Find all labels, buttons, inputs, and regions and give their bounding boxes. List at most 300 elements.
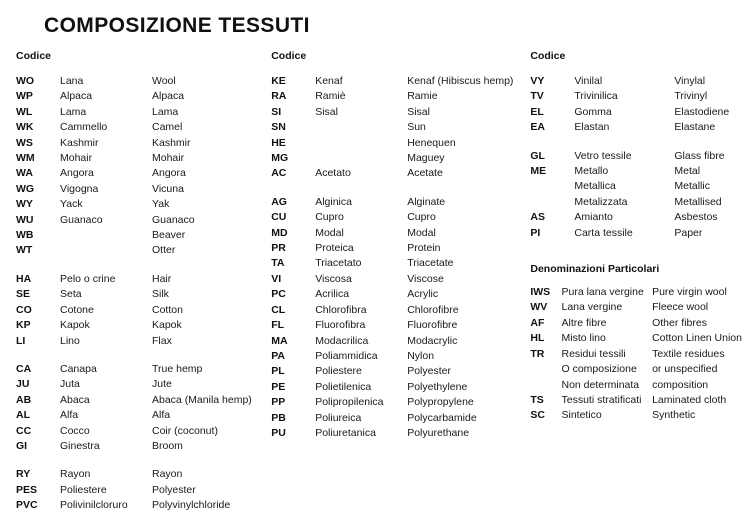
italian-cell: Guanaco: [60, 213, 103, 226]
code-cell: CA: [16, 362, 32, 375]
table-row: [271, 74, 526, 89]
table-row: [271, 364, 526, 379]
spacer-cell: [16, 349, 60, 362]
italian-cell: [60, 243, 152, 258]
english-cell: Guanaco: [152, 213, 195, 226]
code-cell: WU: [16, 213, 34, 226]
table-row: [530, 285, 742, 300]
table-row: [530, 74, 742, 89]
table-row: [16, 393, 267, 408]
table-row: [16, 498, 267, 513]
code-cell: HL: [530, 332, 545, 345]
english-cell: Pure virgin wool: [652, 286, 727, 299]
section-heading-codice-3: Codice: [530, 50, 566, 62]
code-cell: WA: [16, 167, 33, 180]
italian-cell: Fluorofibra: [315, 319, 366, 332]
table-row: [530, 105, 742, 120]
english-cell: Beaver: [152, 229, 186, 242]
english-cell: Cupro: [407, 211, 436, 224]
code-cell: MG: [271, 152, 289, 165]
italian-cell: Elastan: [574, 121, 610, 134]
english-cell: Kashmir: [152, 136, 191, 149]
english-cell: Modal: [407, 226, 436, 239]
italian-cell: Yack: [60, 198, 83, 211]
english-cell: Elastodiene: [674, 105, 730, 118]
code-cell: PVC: [16, 499, 38, 512]
table-row: [16, 182, 267, 197]
table-row: [530, 120, 742, 135]
english-cell: Abaca (Manila hemp): [152, 393, 252, 406]
table-row: [16, 408, 267, 423]
english-cell: composition: [652, 378, 709, 391]
spacer-cell: [60, 259, 152, 272]
english-cell: Glass fibre: [674, 149, 725, 162]
italian-cell: Chlorofibra: [315, 303, 367, 316]
english-cell: Jute: [152, 378, 172, 391]
italian-cell: Residui tessili: [561, 347, 626, 360]
english-cell: Textile residues: [652, 347, 725, 360]
code-cell: PES: [16, 483, 38, 496]
english-cell: Chlorofibre: [407, 303, 459, 316]
code-cell: WB: [16, 229, 34, 242]
code-cell: TV: [530, 90, 544, 103]
italian-cell: Non determinata: [561, 378, 640, 391]
code-cell: AC: [271, 167, 287, 180]
italian-cell: Carta tessile: [574, 226, 633, 239]
english-cell: Metallised: [674, 195, 722, 208]
english-cell: Modacrylic: [407, 334, 458, 347]
italian-cell: Abaca: [60, 393, 90, 406]
italian-cell: Cupro: [315, 211, 344, 224]
code-cell: [530, 378, 561, 393]
table-row: [271, 166, 526, 181]
italian-cell: Poliestere: [60, 483, 107, 496]
english-cell: Yak: [152, 198, 170, 211]
table-row: [530, 331, 742, 346]
italian-cell: [60, 228, 152, 243]
english-cell: True hemp: [152, 362, 203, 375]
special-names-table-body: [530, 285, 742, 424]
code-cell: [530, 195, 574, 210]
table-row: [271, 334, 526, 349]
table-row: [16, 151, 267, 166]
table-row: [271, 303, 526, 318]
table-row: [530, 226, 742, 241]
table-row: [271, 120, 526, 135]
italian-cell: Kashmir: [60, 136, 99, 149]
section-heading-denominazioni: Denominazioni Particolari: [530, 263, 660, 276]
italian-cell: Modacrilica: [315, 334, 369, 347]
code-cell: PI: [530, 226, 541, 239]
fibre-table-1-body: [16, 74, 267, 514]
english-cell: Mohair: [152, 152, 185, 165]
english-cell: Protein: [407, 242, 441, 255]
italian-cell: Poliammidica: [315, 349, 378, 362]
code-cell: JU: [16, 378, 30, 391]
code-cell: AS: [530, 211, 545, 224]
table-row: [16, 318, 267, 333]
code-cell: EL: [530, 105, 544, 118]
table-row: [16, 213, 267, 228]
italian-cell: [315, 120, 407, 135]
table-row: [16, 136, 267, 151]
row-spacer: [16, 259, 267, 272]
english-cell: Alfa: [152, 409, 171, 422]
italian-cell: Pelo o crine: [60, 272, 116, 285]
english-cell: Synthetic: [652, 409, 696, 422]
english-cell: Other fibres: [652, 316, 707, 329]
code-cell: CO: [16, 303, 32, 316]
english-cell: Ramie: [407, 90, 438, 103]
english-cell: Sisal: [407, 105, 430, 118]
code-cell: WO: [16, 75, 35, 87]
column-1: [8, 50, 267, 514]
english-cell: Otter: [152, 244, 176, 257]
italian-cell: Amianto: [574, 211, 613, 224]
english-cell: Polycarbamide: [407, 411, 477, 424]
table-row: [530, 408, 742, 423]
italian-cell: [315, 136, 407, 151]
code-cell: VY: [530, 75, 545, 87]
italian-cell: Juta: [60, 378, 80, 391]
italian-cell: Proteica: [315, 242, 354, 255]
table-row: [16, 228, 267, 243]
italian-cell: Polipropilenica: [315, 396, 384, 409]
italian-cell: Lino: [60, 334, 80, 347]
code-cell: PE: [271, 380, 286, 393]
table-row: [16, 74, 267, 89]
english-cell: Vinylal: [674, 75, 706, 87]
spacer-cell: [315, 182, 407, 195]
table-row: [271, 287, 526, 302]
table-row: [530, 210, 742, 225]
row-spacer: [16, 349, 267, 362]
english-cell: Sun: [407, 121, 426, 134]
english-cell: Flax: [152, 334, 172, 347]
code-cell: SI: [271, 105, 282, 118]
table-row: [271, 89, 526, 104]
code-cell: [530, 179, 574, 194]
table-row: [271, 241, 526, 256]
code-cell: PA: [271, 349, 286, 362]
italian-cell: Misto lino: [561, 332, 606, 345]
table-row: [271, 272, 526, 287]
code-cell: PP: [271, 396, 286, 409]
italian-cell: Viscosa: [315, 272, 352, 285]
code-cell: MA: [271, 334, 288, 347]
table-row: [530, 393, 742, 408]
english-cell: Metallic: [674, 180, 710, 193]
code-cell: AL: [16, 409, 30, 422]
code-cell: WM: [16, 152, 35, 165]
table-row: [271, 105, 526, 120]
table-row: [16, 105, 267, 120]
row-spacer: [271, 182, 526, 195]
code-cell: RY: [16, 468, 31, 481]
table-row: [530, 179, 742, 194]
english-cell: Acrylic: [407, 288, 439, 301]
code-cell: SN: [271, 121, 286, 134]
english-cell: Metal: [674, 165, 701, 178]
row-spacer: [16, 454, 267, 467]
spacer-cell: [16, 454, 60, 467]
italian-cell: Gomma: [574, 105, 612, 118]
english-cell: Asbestos: [674, 211, 718, 224]
code-cell: GI: [16, 439, 28, 452]
english-cell: Viscose: [407, 272, 444, 285]
table-row: [271, 318, 526, 333]
code-cell: RA: [271, 90, 287, 103]
code-cell: PC: [271, 288, 286, 301]
english-cell: Fluorofibre: [407, 319, 458, 332]
code-cell: KE: [271, 75, 286, 87]
italian-cell: [315, 151, 407, 166]
english-cell: Henequen: [407, 136, 456, 149]
italian-cell: Seta: [60, 288, 82, 301]
italian-cell: Altre fibre: [561, 316, 607, 329]
italian-cell: Ginestra: [60, 439, 100, 452]
english-cell: Rayon: [152, 468, 183, 481]
italian-cell: Angora: [60, 167, 94, 180]
italian-cell: Kenaf: [315, 75, 343, 87]
code-cell: WL: [16, 105, 33, 118]
code-cell: WT: [16, 244, 33, 257]
table-row: [16, 362, 267, 377]
italian-cell: Cammello: [60, 121, 108, 134]
table-row: [271, 256, 526, 271]
code-cell: AG: [271, 195, 287, 208]
english-cell: Hair: [152, 272, 172, 285]
italian-cell: Acetato: [315, 167, 351, 180]
code-cell: WY: [16, 198, 33, 211]
column-3: [526, 50, 742, 424]
code-cell: WV: [530, 301, 548, 314]
italian-cell: Polivinilcloruro: [60, 499, 128, 512]
english-cell: Broom: [152, 439, 183, 452]
table-row: [16, 483, 267, 498]
table-row: [530, 195, 742, 210]
italian-cell: Vigogna: [60, 182, 99, 195]
italian-cell: Modal: [315, 226, 344, 239]
code-cell: TA: [271, 257, 285, 270]
italian-cell: Vinilal: [574, 75, 603, 87]
code-cell: EA: [530, 121, 545, 134]
english-cell: Nylon: [407, 349, 435, 362]
table-row: [271, 426, 526, 441]
table-row: [530, 89, 742, 104]
spacer-cell: [674, 136, 742, 149]
spacer-cell: [271, 182, 315, 195]
code-cell: CU: [271, 211, 287, 224]
fibre-table-2-body: [271, 74, 526, 441]
italian-cell: Cotone: [60, 303, 94, 316]
english-cell: Fleece wool: [652, 301, 709, 314]
italian-cell: Kapok: [60, 319, 90, 332]
code-cell: FL: [271, 319, 285, 332]
code-cell: ME: [530, 165, 547, 178]
code-cell: GL: [530, 149, 545, 162]
table-row: [16, 334, 267, 349]
code-cell: LI: [16, 334, 26, 347]
code-cell: AF: [530, 316, 545, 329]
english-cell: Cotton: [152, 303, 183, 316]
table-row: [530, 164, 742, 179]
english-cell: Acetate: [407, 167, 443, 180]
italian-cell: Metallica: [574, 180, 616, 193]
italian-cell: Poliureica: [315, 411, 362, 424]
english-cell: Wool: [152, 75, 176, 87]
code-cell: HA: [16, 272, 32, 285]
row-spacer: [530, 136, 742, 149]
table-row: [271, 195, 526, 210]
code-cell: CC: [16, 424, 32, 437]
page-title: COMPOSIZIONE TESSUTI: [44, 14, 310, 37]
italian-cell: Poliestere: [315, 365, 362, 378]
italian-cell: Cocco: [60, 424, 90, 437]
italian-cell: Ramiè: [315, 90, 346, 103]
italian-cell: Lama: [60, 105, 87, 118]
italian-cell: Alginica: [315, 195, 352, 208]
code-cell: PB: [271, 411, 286, 424]
fibre-table-2: [271, 74, 526, 441]
code-cell: KP: [16, 319, 31, 332]
table-row: [530, 347, 742, 362]
english-cell: Maguey: [407, 152, 445, 165]
english-cell: Cotton Linen Union: [652, 332, 742, 345]
code-cell: [530, 362, 561, 377]
table-row: [530, 378, 742, 393]
spacer-cell: [407, 182, 526, 195]
italian-cell: O composizione: [561, 363, 637, 376]
table-row: [271, 411, 526, 426]
table-row: [16, 424, 267, 439]
table-row: [530, 149, 742, 164]
english-cell: Laminated cloth: [652, 393, 727, 406]
italian-cell: Mohair: [60, 152, 93, 165]
italian-cell: Poliuretanica: [315, 426, 376, 439]
code-cell: AB: [16, 393, 32, 406]
spacer-cell: [60, 349, 152, 362]
english-cell: Angora: [152, 167, 186, 180]
code-cell: WG: [16, 182, 35, 195]
table-row: [271, 395, 526, 410]
code-cell: CL: [271, 303, 286, 316]
section-heading-codice-2: Codice: [271, 50, 307, 62]
code-cell: SC: [530, 409, 545, 422]
code-cell: SE: [16, 288, 31, 301]
table-row: [530, 362, 742, 377]
code-cell: IWS: [530, 286, 551, 299]
english-cell: or unspecified: [652, 363, 718, 376]
code-cell: VI: [271, 272, 282, 285]
code-cell: WK: [16, 121, 34, 134]
table-row: [16, 243, 267, 258]
table-row: [16, 377, 267, 392]
italian-cell: Pura lana vergine: [561, 286, 644, 299]
italian-cell: Alpaca: [60, 90, 93, 103]
english-cell: Kapok: [152, 319, 182, 332]
italian-cell: Rayon: [60, 468, 91, 481]
italian-cell: Alfa: [60, 409, 79, 422]
spacer-cell: [152, 349, 267, 362]
spacer-cell: [152, 454, 267, 467]
italian-cell: Triacetato: [315, 257, 362, 270]
fibre-table-3-body: [530, 74, 742, 241]
code-cell: WS: [16, 136, 33, 149]
table-row: [271, 226, 526, 241]
spacer-cell: [574, 136, 674, 149]
spacer-cell: [152, 259, 267, 272]
italian-cell: Metallo: [574, 165, 609, 178]
code-cell: HE: [271, 136, 286, 149]
english-cell: Polyester: [407, 365, 451, 378]
italian-cell: Tessuti stratificati: [561, 393, 642, 406]
english-cell: Alginate: [407, 195, 446, 208]
italian-cell: Canapa: [60, 362, 97, 375]
english-cell: Lama: [152, 105, 179, 118]
spacer-cell: [16, 259, 60, 272]
table-row: [16, 467, 267, 482]
table-row: [530, 300, 742, 315]
italian-cell: Sisal: [315, 105, 338, 118]
code-cell: TR: [530, 347, 545, 360]
fibre-table-1: [16, 74, 267, 514]
table-row: [271, 210, 526, 225]
table-row: [16, 303, 267, 318]
english-cell: Polyethylene: [407, 380, 468, 393]
italian-cell: Polietilenica: [315, 380, 372, 393]
code-cell: PU: [271, 426, 286, 439]
english-cell: Triacetate: [407, 257, 454, 270]
english-cell: Coir (coconut): [152, 424, 218, 437]
italian-cell: Metalizzata: [574, 195, 628, 208]
english-cell: Elastane: [674, 121, 716, 134]
table-row: [16, 272, 267, 287]
english-cell: Polyester: [152, 483, 196, 496]
columns-container: [8, 50, 742, 514]
table-row: [271, 136, 526, 151]
english-cell: Paper: [674, 226, 703, 239]
english-cell: Polypropylene: [407, 396, 474, 409]
table-row: [271, 349, 526, 364]
table-row: [16, 439, 267, 454]
italian-cell: Vetro tessile: [574, 149, 632, 162]
code-cell: PL: [271, 365, 285, 378]
italian-cell: Sintetico: [561, 409, 602, 422]
fibre-table-3: [530, 74, 742, 241]
table-row: [530, 316, 742, 331]
section-heading-codice-1: Codice: [16, 50, 52, 62]
code-cell: PR: [271, 242, 286, 255]
english-cell: Trivinyl: [674, 90, 708, 103]
italian-cell: Trivinilica: [574, 90, 618, 103]
table-row: [16, 197, 267, 212]
table-row: [271, 151, 526, 166]
italian-cell: Lana vergine: [561, 301, 623, 314]
code-cell: WP: [16, 90, 33, 103]
italian-cell: Lana: [60, 75, 84, 87]
english-cell: Vicuna: [152, 182, 184, 195]
column-2: [267, 50, 526, 441]
english-cell: Silk: [152, 288, 169, 301]
english-cell: Polyurethane: [407, 426, 470, 439]
english-cell: Kenaf (Hibiscus hemp): [407, 75, 514, 87]
english-cell: Alpaca: [152, 90, 185, 103]
english-cell: Polyvinylchloride: [152, 499, 231, 512]
table-row: [16, 287, 267, 302]
spacer-cell: [530, 136, 574, 149]
spacer-cell: [60, 454, 152, 467]
